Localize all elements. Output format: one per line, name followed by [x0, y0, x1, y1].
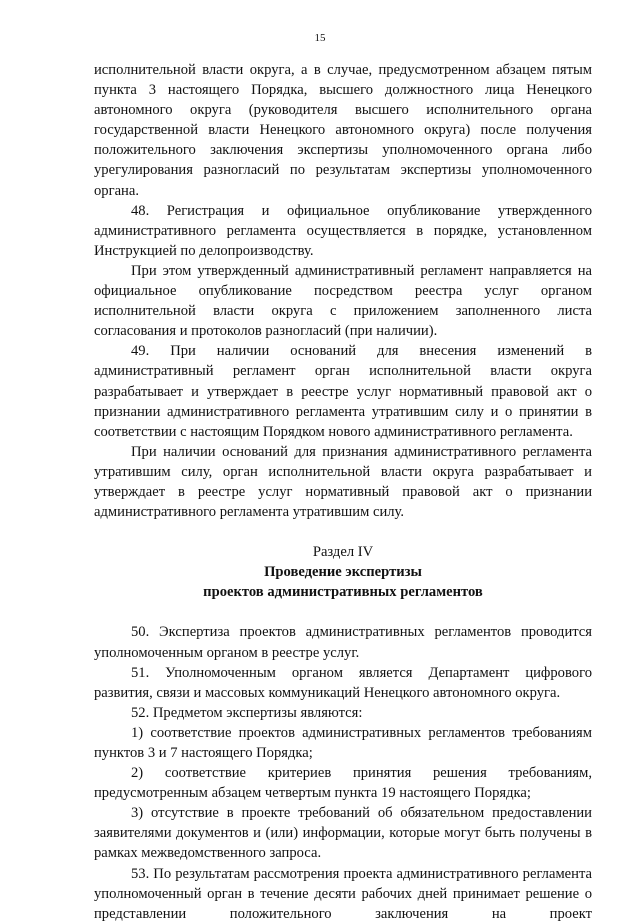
section-subtitle: проектов административных регламентов — [203, 584, 483, 601]
list-item-2: 2) соответствие критериев принятия решения требованиям, предусмотренным абзацем четвертым пункта 19 настоящего Порядка; — [94, 765, 592, 802]
page-number: 15 — [314, 32, 326, 44]
paragraph-48: 48. Регистрация и официальное опубликование утвержденного административного регламента осуществляется в порядке, установленном Инструкцией по делопроизводству. — [94, 202, 592, 259]
paragraph-49: 49. При наличии оснований для внесения изменений в административный регламент орган исполнительной власти округа разрабатывает и утверждает в реестре услуг нормативный правовой акт о признании административного регламента утратившим силу и о принятии в соответствии с настоящим Порядком нового административного регламента. — [94, 343, 592, 440]
section-title: Проведение экспертизы — [264, 564, 422, 581]
paragraph: При этом утвержденный административный регламент направляется на официальное опубликование посредством реестра услуг органом исполнительной власти округа с приложением заполненного листа согласования и протоколов разногласий (при наличии). — [94, 262, 592, 340]
section-label: Раздел IV — [312, 544, 374, 561]
paragraph-50: 50. Экспертиза проектов административных регламентов проводится уполномоченным органом в реестре услуг. — [94, 624, 592, 661]
paragraph-52: 52. Предметом экспертизы являются: — [131, 704, 363, 721]
paragraph: исполнительной власти округа, а в случае, предусмотренном абзацем пятым пункта 3 настоящего Порядка, высшего должностного лица Ненецкого автономного округа (руководителя высшего исполнительного органа государственной власти Ненецкого автономного округа) после получения положительного заключения экспертизы уполномоченного органа либо урегулирования разногласий по результатам экспертизы уполномоченного органа. — [94, 62, 592, 199]
document-body — [94, 60, 592, 924]
paragraph: При наличии оснований для признания административного регламента утратившим силу, орган исполнительной власти округа разрабатывает и утверждает в реестре услуг нормативный правовой акт о признании административного регламента утратившим силу. — [94, 443, 592, 521]
list-item-1: 1) соответствие проектов административных регламентов требованиям пунктов 3 и 7 настоящего Порядка; — [94, 724, 592, 761]
paragraph-53: 53. По результатам рассмотрения проекта административного регламента уполномоченный орган в течение десяти рабочих дней принимает решение о представлении положительного заключения на проект — [94, 865, 592, 922]
paragraph-51: 51. Уполномоченным органом является Департамент цифрового развития, связи и массовых коммуникаций Ненецкого автономного округа. — [94, 664, 592, 701]
list-item-3: 3) отсутствие в проекте требований об обязательном предоставлении заявителями документов и (или) информации, которые могут быть получены в рамках межведомственного запроса. — [94, 805, 592, 862]
